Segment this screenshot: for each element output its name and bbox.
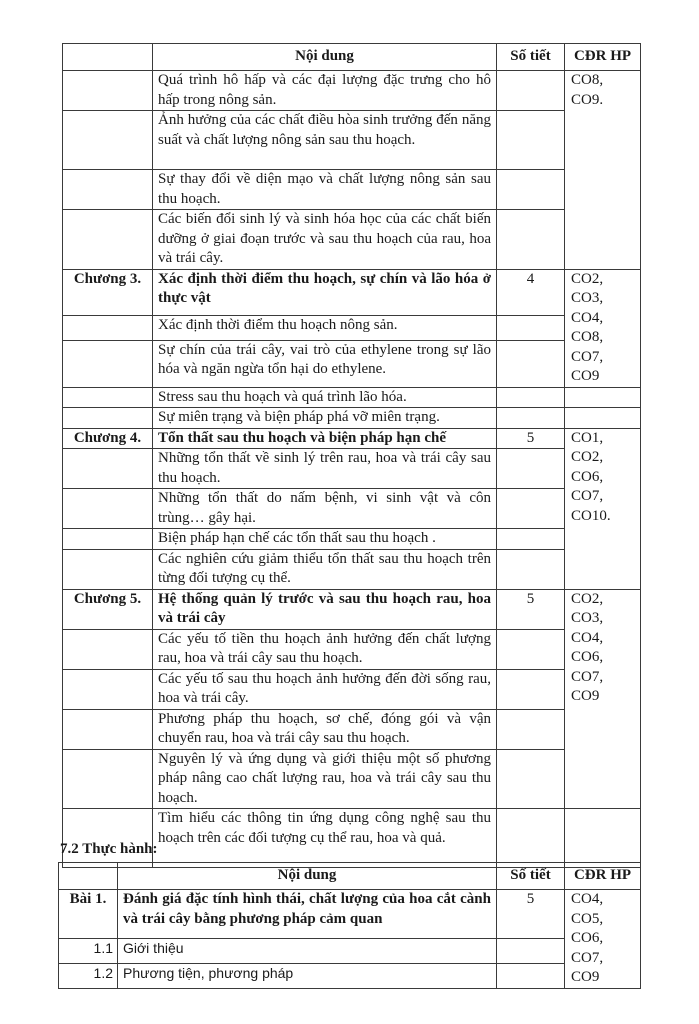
lesson-row xyxy=(59,890,641,939)
hours-cell xyxy=(497,387,565,408)
content-cell: Biện pháp hạn chế các tổn thất sau thu hoạch . xyxy=(153,529,497,550)
header-cdr: CĐR HP xyxy=(565,863,641,890)
lesson-title: Đánh giá đặc tính hình thái, chất lượng của hoa cắt cành và trái cây bằng phương pháp cảm quan xyxy=(118,890,497,939)
content-cell: Tìm hiểu các thông tin ứng dụng công nghệ sau thu hoạch trên các đối tượng cụ thể rau, hoa và quả. xyxy=(153,809,497,868)
hours-cell xyxy=(497,210,565,270)
content-cell: Những tổn thất do nấm bệnh, vi sinh vật và côn trùng… gây hại. xyxy=(153,489,497,529)
item-number: 1.2 xyxy=(59,963,118,988)
chapter-label: Chương 5. xyxy=(63,589,153,629)
cdr-cell xyxy=(565,387,641,408)
header-cdr: CĐR HP xyxy=(565,44,641,71)
table-row xyxy=(63,71,641,111)
hours-cell xyxy=(497,71,565,111)
hours-cell: 4 xyxy=(497,269,565,316)
hours-cell xyxy=(497,449,565,489)
hours-cell xyxy=(497,170,565,210)
hours-cell xyxy=(497,629,565,669)
cdr-cell: CO2, CO3, CO4, CO6, CO7, CO9 xyxy=(565,589,641,809)
section-heading-practice: 7.2 Thực hành: xyxy=(60,841,158,857)
hours-cell: 5 xyxy=(497,589,565,629)
hours-cell xyxy=(497,669,565,709)
hours-cell xyxy=(497,709,565,749)
content-cell: Những tổn thất về sinh lý trên rau, hoa và trái cây sau thu hoạch. xyxy=(153,449,497,489)
cdr-cell: CO8, CO9. xyxy=(565,71,641,270)
lesson-label: Bài 1. xyxy=(59,890,118,939)
hours-cell xyxy=(497,316,565,340)
content-cell: Các yếu tố sau thu hoạch ảnh hưởng đến đời sống rau, hoa và trái cây. xyxy=(153,669,497,709)
content-cell: Phương tiện, phương pháp xyxy=(118,963,497,988)
table-row xyxy=(63,449,641,489)
table-header-row xyxy=(63,44,641,71)
hours-cell: 5 xyxy=(497,890,565,939)
chapter-cell xyxy=(63,749,153,809)
table-row xyxy=(63,340,641,387)
cdr-cell: CO1, CO2, CO6, CO7, CO10. xyxy=(565,428,641,589)
table-row xyxy=(63,111,641,170)
cdr-cell xyxy=(565,809,641,868)
chapter-cell xyxy=(63,387,153,408)
header-content: Nội dung xyxy=(118,863,497,890)
chapter-cell xyxy=(63,71,153,111)
chapter-title: Tổn thất sau thu hoạch và biện pháp hạn chế xyxy=(153,428,497,449)
hours-cell xyxy=(497,938,565,963)
table-row xyxy=(63,629,641,669)
hours-cell xyxy=(497,529,565,550)
chapter-cell xyxy=(63,669,153,709)
table-row xyxy=(63,529,641,550)
chapter-row xyxy=(63,428,641,449)
chapter-cell xyxy=(63,449,153,489)
header-lesson xyxy=(59,863,118,890)
content-cell: Sự chín của trái cây, vai trò của ethylene trong sự lão hóa và ngăn ngừa tổn hại do ethylene. xyxy=(153,340,497,387)
content-cell: Nguyên lý và ứng dụng và giới thiệu một số phương pháp nâng cao chất lượng rau, hoa và trái cây sau thu hoạch. xyxy=(153,749,497,809)
chapter-row xyxy=(63,269,641,316)
content-cell: Các nghiên cứu giảm thiểu tổn thất sau thu hoạch trên từng đối tượng cụ thể. xyxy=(153,549,497,589)
table-row xyxy=(63,709,641,749)
chapter-cell xyxy=(63,408,153,429)
hours-cell xyxy=(497,489,565,529)
header-chapter xyxy=(63,44,153,71)
chapter-cell xyxy=(63,489,153,529)
header-content: Nội dung xyxy=(153,44,497,71)
chapter-label: Chương 3. xyxy=(63,269,153,316)
table-row xyxy=(63,408,641,429)
hours-cell: 5 xyxy=(497,428,565,449)
chapter-cell xyxy=(63,529,153,550)
content-cell: Stress sau thu hoạch và quá trình lão hóa. xyxy=(153,387,497,408)
hours-cell xyxy=(497,408,565,429)
content-cell: Giới thiệu xyxy=(118,938,497,963)
chapter-cell xyxy=(63,210,153,270)
table-row xyxy=(63,549,641,589)
table-row xyxy=(59,938,641,963)
chapter-cell xyxy=(63,170,153,210)
content-cell: Sự thay đổi về diện mạo và chất lượng nông sản sau thu hoạch. xyxy=(153,170,497,210)
hours-cell xyxy=(497,809,565,868)
content-cell: Quá trình hô hấp và các đại lượng đặc trưng cho hô hấp trong nông sản. xyxy=(153,71,497,111)
content-cell: Phương pháp thu hoạch, sơ chế, đóng gói và vận chuyển rau, hoa và trái cây sau thu hoạch. xyxy=(153,709,497,749)
cdr-cell: CO4, CO5, CO6, CO7, CO9 xyxy=(565,890,641,989)
chapter-cell xyxy=(63,629,153,669)
hours-cell xyxy=(497,111,565,170)
table-row xyxy=(63,316,641,340)
content-cell: Các yếu tố tiền thu hoạch ảnh hưởng đến chất lượng rau, hoa và trái cây sau thu hoạch. xyxy=(153,629,497,669)
header-hours: Số tiết xyxy=(497,44,565,71)
chapter-cell xyxy=(63,549,153,589)
hours-cell xyxy=(497,340,565,387)
table-row xyxy=(63,749,641,809)
header-hours: Số tiết xyxy=(497,863,565,890)
chapter-cell xyxy=(63,316,153,340)
hours-cell xyxy=(497,749,565,809)
cdr-cell xyxy=(565,408,641,429)
table-row xyxy=(63,387,641,408)
cdr-cell: CO2, CO3, CO4, CO8, CO7, CO9 xyxy=(565,269,641,387)
table-row xyxy=(63,210,641,270)
hours-cell xyxy=(497,549,565,589)
item-number: 1.1 xyxy=(59,938,118,963)
theory-content-table xyxy=(62,43,641,868)
chapter-title: Hệ thống quản lý trước và sau thu hoạch rau, hoa và trái cây xyxy=(153,589,497,629)
content-cell: Các biến đổi sinh lý và sinh hóa học của các chất biến dưỡng ở giai đoạn trước và sau thu hoạch của rau, hoa và trái cây. xyxy=(153,210,497,270)
content-cell: Ảnh hưởng của các chất điều hòa sinh trưởng đến năng suất và chất lượng nông sản sau thu hoạch. xyxy=(153,111,497,170)
hours-cell xyxy=(497,963,565,988)
table-header-row xyxy=(59,863,641,890)
table-row xyxy=(63,669,641,709)
chapter-title: Xác định thời điểm thu hoạch, sự chín và lão hóa ở thực vật xyxy=(153,269,497,316)
content-cell: Sự miên trạng và biện pháp phá vỡ miên trạng. xyxy=(153,408,497,429)
table-row xyxy=(63,170,641,210)
table-row xyxy=(59,963,641,988)
chapter-cell xyxy=(63,340,153,387)
table-row xyxy=(63,489,641,529)
chapter-cell xyxy=(63,111,153,170)
content-cell: Xác định thời điểm thu hoạch nông sản. xyxy=(153,316,497,340)
practice-content-table xyxy=(58,862,641,989)
chapter-label: Chương 4. xyxy=(63,428,153,449)
chapter-cell xyxy=(63,709,153,749)
chapter-row xyxy=(63,589,641,629)
